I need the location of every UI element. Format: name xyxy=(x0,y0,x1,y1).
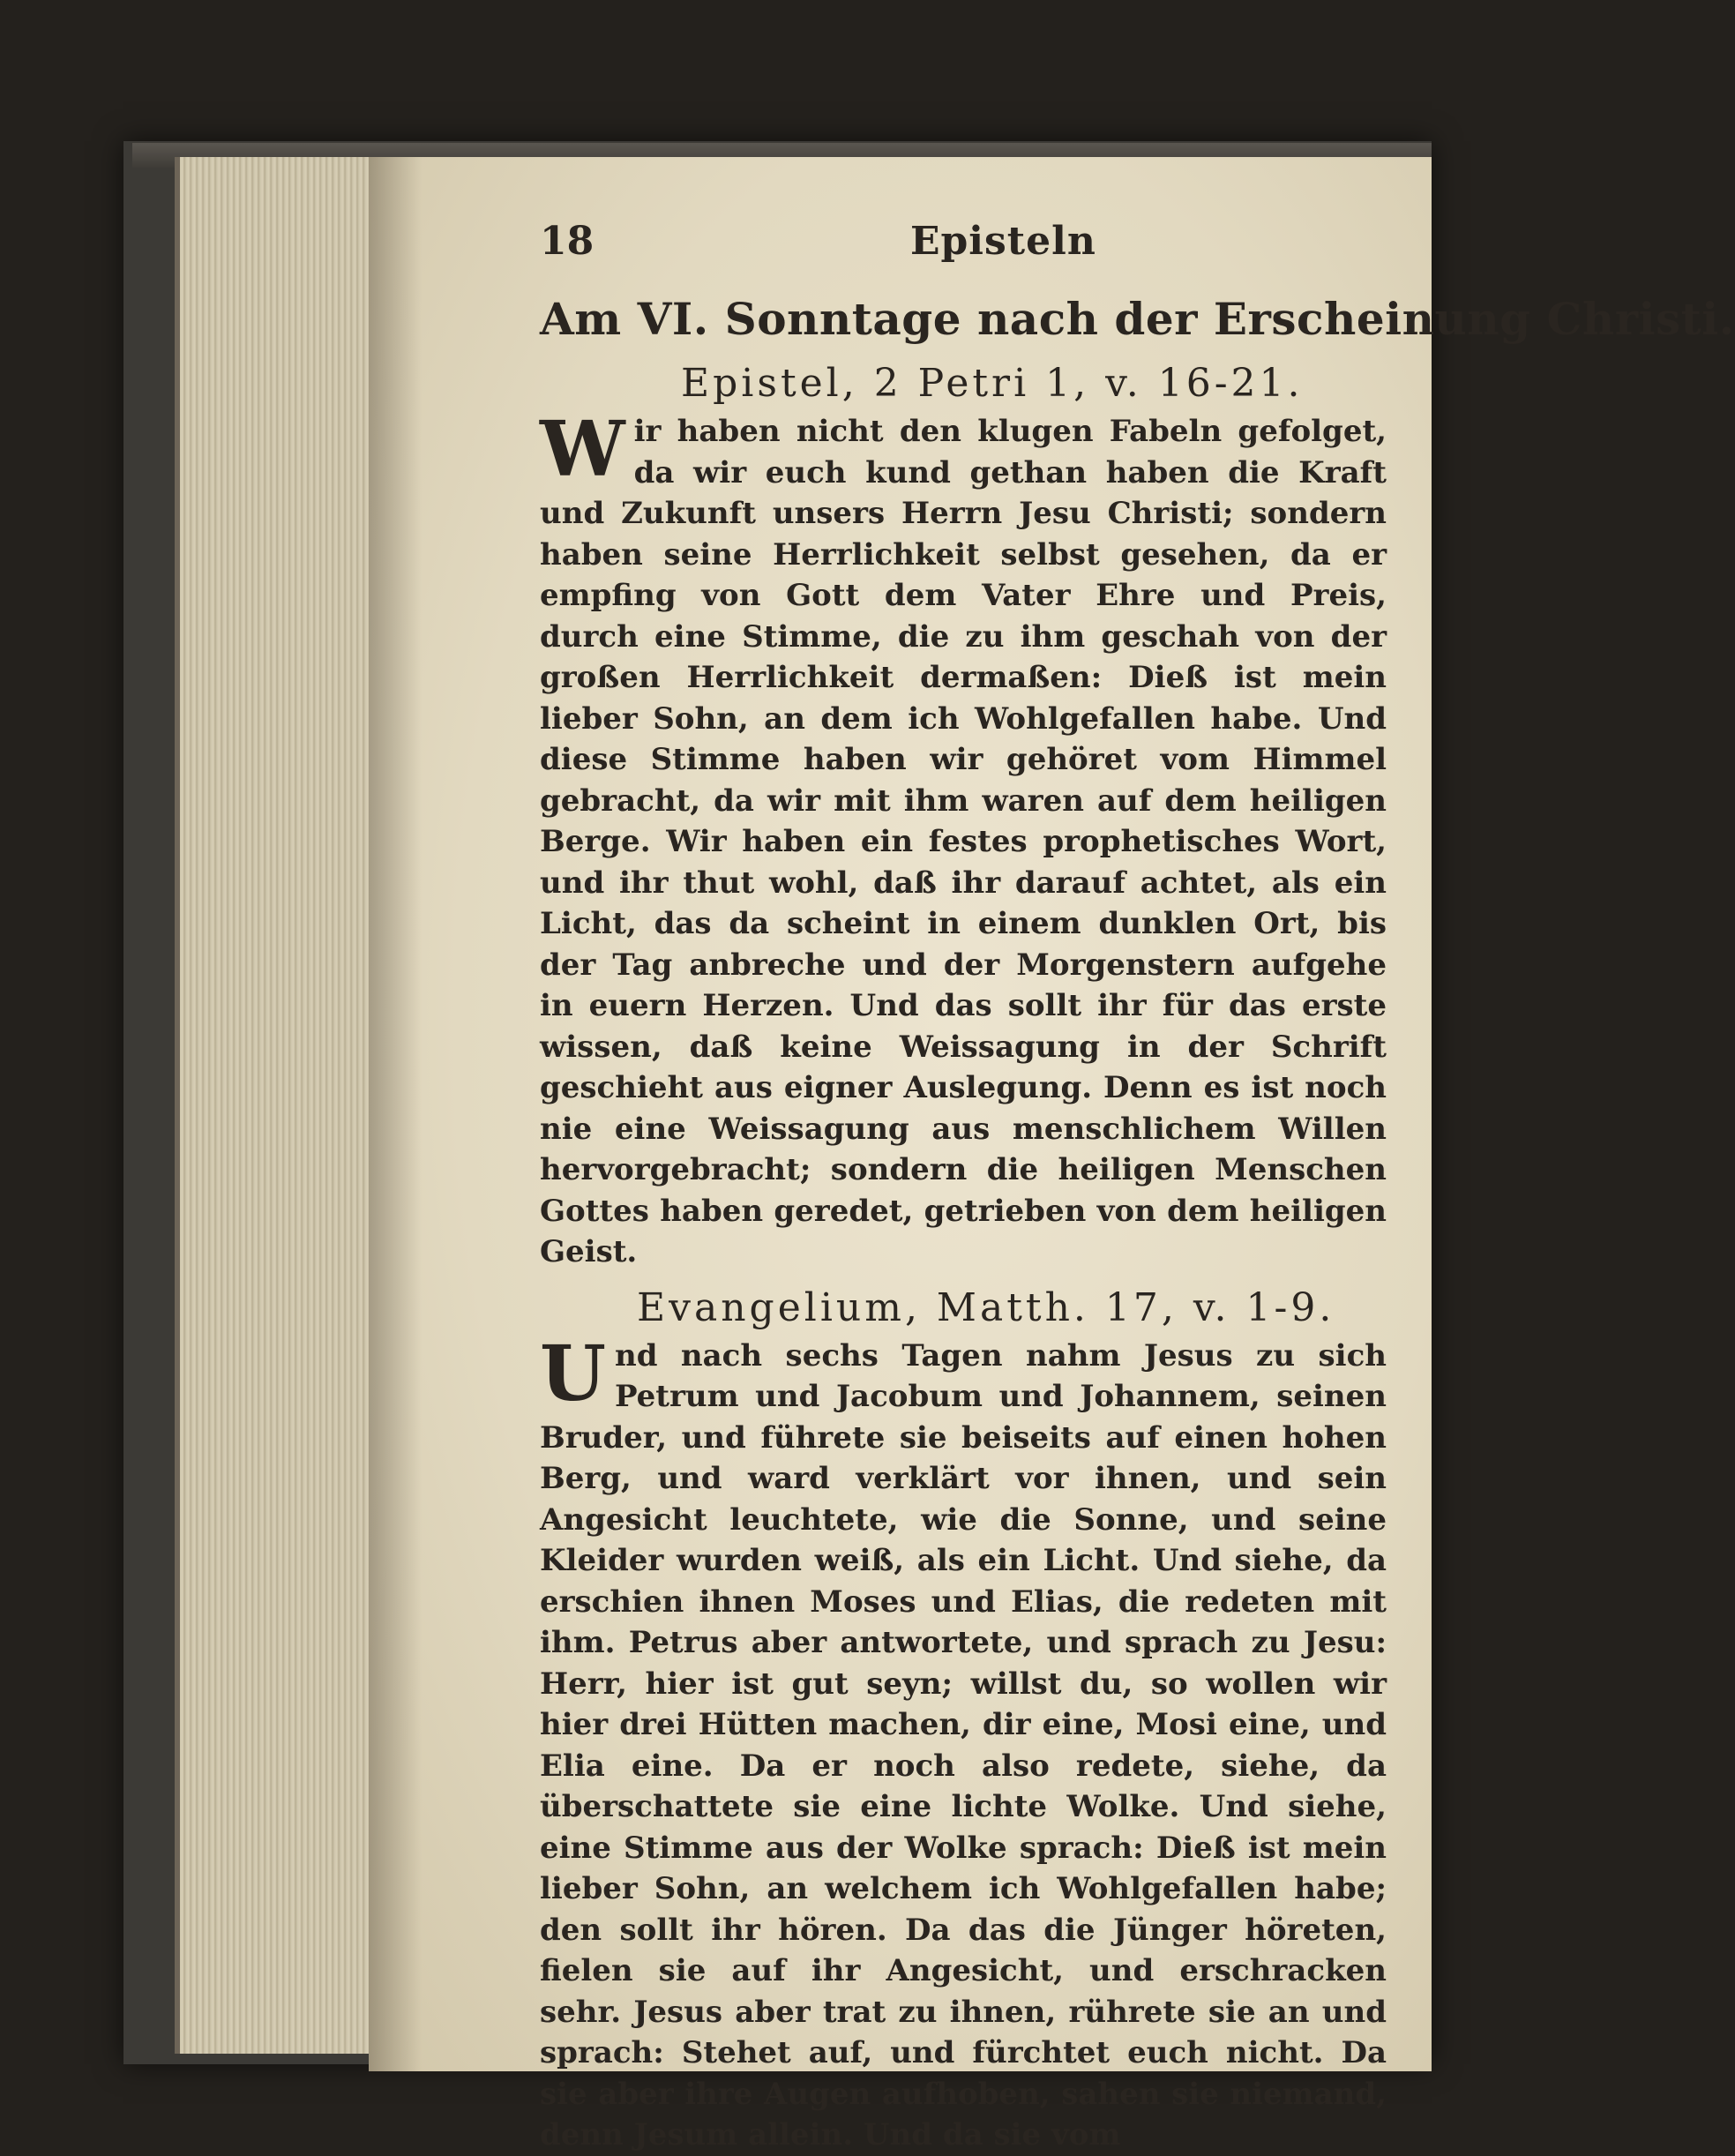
gospel-heading: Evangelium, Matth. 17, v. 1-9. xyxy=(637,1284,1335,1330)
gospel-body: nd nach sechs Tagen nahm Jesus zu sich Petrum und Jacobum und Johannem, seinen Bruder, und führete sie beiseits auf einen hohen Berg, und ward verklärt vor ihnen, und sein Angesicht leuchtete, wie die Sonne, und seine Kleider wurden weiß, als ein Licht. Und siehe, da erschien ihnen Moses und Elias, die redeten mit ihm. Petrus aber antwortete, und sprach zu Jesu: Herr, hier ist gut seyn; willst du, so wollen wir hier drei Hütten machen, dir eine, Mosi eine, und Elia eine. Da er noch also redete, siehe, da überschattete sie eine lichte Wolke. Und siehe, eine Stimme aus der Wolke sprach: Dieß ist mein lieber Sohn, an welchem ich Wohlgefallen habe; den sollt ihr hören. Da das die Jünger höreten, fielen sie auf ihr Angesicht, und erschracken sehr. Jesus aber trat zu ihnen, rührete sie an und sprach: Stehet auf, und fürchtet euch nicht. Da sie aber ihre Augen aufhoben, sahen sie niemand, denn Jesum allein. Und da sie vom xyxy=(540,1337,1387,2152)
page-text xyxy=(540,219,1735,2156)
epistle-body: ir haben nicht den klugen Fabeln gefolget, da wir euch kund gethan haben die Kraft und Zukunft unsers Herrn Jesu Christi; sondern haben seine Herrlichkeit selbst gesehen, da er empfing von Gott dem Vater Ehre und Preis, durch eine Stimme, die zu ihm geschah von der großen Herrlichkeit dermaßen: Dieß ist mein lieber Sohn, an dem ich Wohlgefallen habe. Und diese Stimme haben wir gehöret vom Himmel gebracht, da wir mit ihm waren auf dem heiligen Berge. Wir haben ein festes prophetisches Wort, und ihr thut wohl, daß ihr darauf achtet, als ein Licht, das da scheint in einem dunklen Ort, bis der Tag anbreche und der Morgenstern aufgehe in euern Herzen. Und das sollt ihr für das erste wissen, daß keine Weissagung in der Schrift geschieht aus eigner Auslegung. Denn es ist noch nie eine Weissagung aus menschlichem Willen hervorgebracht; sondern die heiligen Menschen Gottes haben geredet, getrieben von dem heiligen Geist. xyxy=(540,414,1387,1269)
gospel-text xyxy=(540,1329,1387,2156)
epistle-heading: Epistel, 2 Petri 1, v. 16-21. xyxy=(681,361,1304,406)
gutter-shadow xyxy=(369,157,422,2071)
page-header xyxy=(540,219,1387,281)
epistle-initial: W xyxy=(540,405,625,494)
epistle-text xyxy=(540,405,1387,1273)
running-head: Episteln xyxy=(910,219,1096,264)
page-edges xyxy=(175,157,383,2054)
page-number: 18 xyxy=(540,219,595,264)
section-title: Am VI. Sonntage nach der Erscheinung Christi. xyxy=(540,293,1735,345)
gospel-initial: U xyxy=(540,1329,606,1419)
